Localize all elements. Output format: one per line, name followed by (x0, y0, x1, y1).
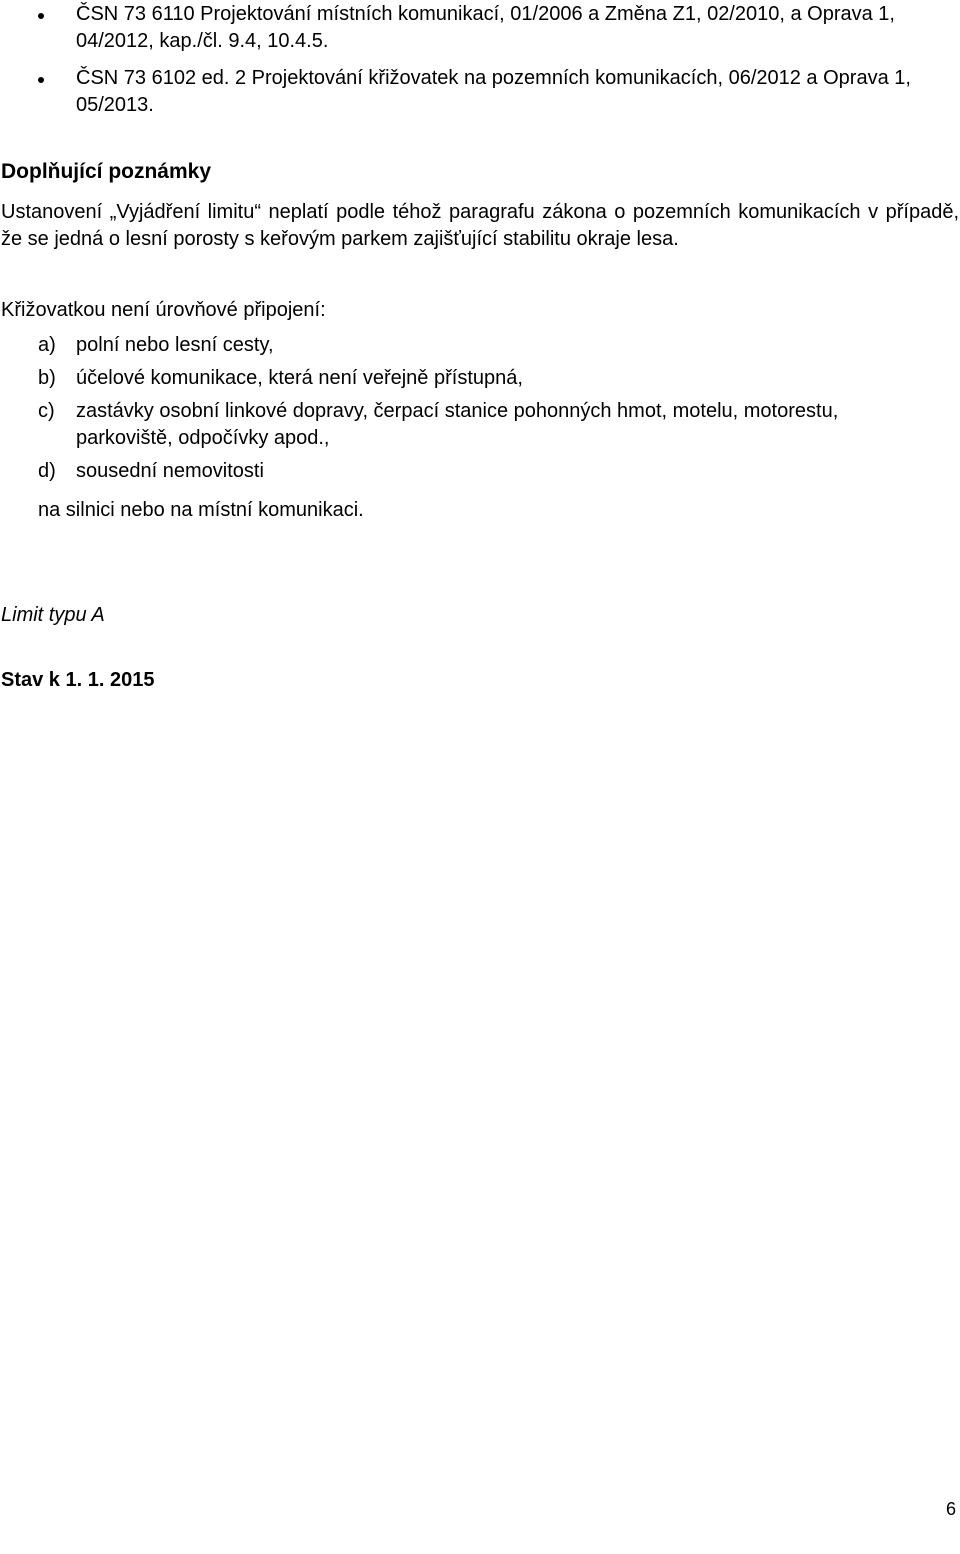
list-item-text: zastávky osobní linkové dopravy, čerpací stanice pohonných hmot, motelu, motorestu, parkoviště, odpočívky apod., (76, 400, 839, 449)
notes-paragraph: Ustanovení „Vyjádření limitu“ neplatí podle téhož paragrafu zákona o pozemních komunikacích v případě, že se jedná o lesní porosty s keřovým parkem zajišťující stabilitu okraje lesa. (1, 201, 959, 250)
standard-text: ČSN 73 6102 ed. 2 Projektování křižovatek na pozemních komunikacích, 06/2012 a Oprava 1, 05/2013. (76, 67, 911, 116)
list-item (0, 332, 900, 359)
list-item (0, 1, 960, 55)
list-marker: c) (38, 400, 55, 422)
status-date: Stav k 1. 1. 2015 (1, 669, 155, 691)
list-marker: a) (38, 334, 56, 356)
notes-heading: Doplňující poznámky (1, 160, 212, 183)
bullet-icon (38, 77, 44, 83)
bullet-icon (38, 13, 44, 19)
list-item (0, 398, 900, 452)
list-marker: d) (38, 460, 56, 482)
intersection-intro: Křižovatkou není úrovňové připojení: (1, 299, 326, 321)
list-item-text: sousední nemovitosti (76, 460, 264, 482)
standard-text: ČSN 73 6110 Projektování místních komunikací, 01/2006 a Změna Z1, 02/2010, a Oprava 1, 04/2012, kap./čl. 9.4, 10.4.5. (76, 3, 895, 52)
list-item-text: polní nebo lesní cesty, (76, 334, 274, 356)
limit-type: Limit typu A (1, 604, 105, 626)
standards-list (0, 0, 960, 119)
list-item (0, 365, 900, 392)
list-item (0, 65, 960, 119)
closing-text: na silnici nebo na místní komunikaci. (38, 499, 364, 521)
page-number: 6 (945, 1499, 956, 1519)
list-item-text: účelové komunikace, která není veřejně přístupná, (76, 367, 523, 389)
intersection-list (0, 332, 900, 491)
list-marker: b) (38, 367, 56, 389)
list-item (0, 458, 900, 485)
